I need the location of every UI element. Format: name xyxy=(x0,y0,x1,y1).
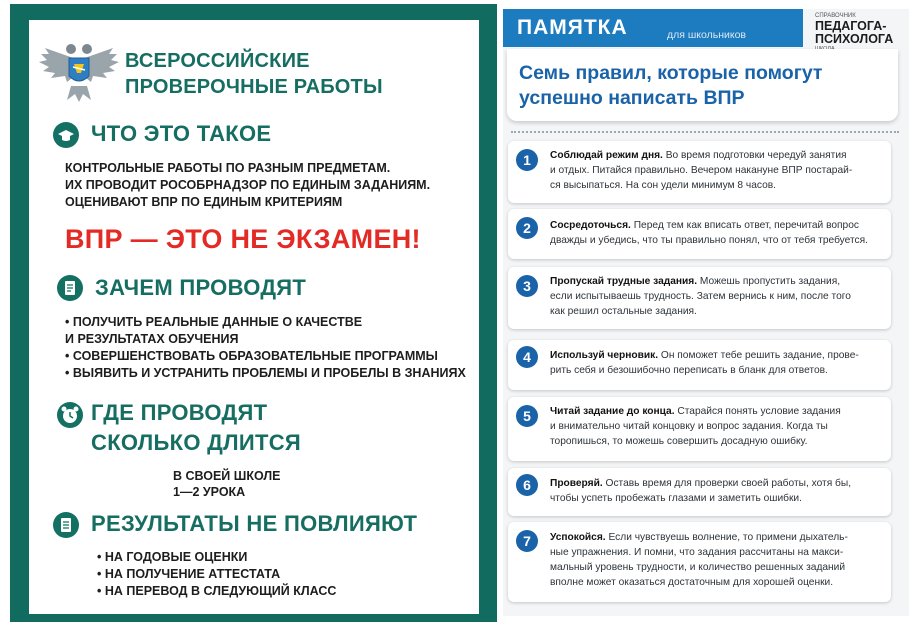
rule-card xyxy=(508,209,891,259)
rosobrnadzor-emblem-icon xyxy=(37,40,121,104)
what-line: ОЦЕНИВАЮТ ВПР ПО ЕДИНЫМ КРИТЕРИЯМ xyxy=(65,195,343,209)
rule-number: 5 xyxy=(516,405,538,427)
memo-title-line: Семь правил, которые помогут xyxy=(519,62,823,84)
not-exam-warning: ВПР — ЭТО НЕ ЭКЗАМЕН! xyxy=(65,224,421,254)
memo-header-word: ПАМЯТКА xyxy=(517,16,628,39)
checklist-icon xyxy=(53,512,79,538)
what-line: ИХ ПРОВОДИТ РОСОБРНАДЗОР ПО ЕДИНЫМ ЗАДАНИЯМ. xyxy=(65,178,431,192)
why-bullet: И РЕЗУЛЬТАТАХ ОБУЧЕНИЯ xyxy=(65,332,239,346)
rule-number: 1 xyxy=(516,149,538,171)
rule-card xyxy=(508,141,891,203)
memo-header-subtitle: для школьников xyxy=(667,29,746,41)
rule-text: Сосредоточься. Перед тем как вписать ответ, перечитай вопрос дважды и убедись, что ты правильно понял, что от тебя требуется. xyxy=(550,220,868,246)
brand-line-2: ПРОВЕРОЧНЫЕ РАБОТЫ xyxy=(125,76,383,98)
rule-heading: Соблюдай режим дня. xyxy=(550,150,663,161)
where-title: ГДЕ ПРОВОДЯТ xyxy=(91,400,268,425)
rule-card xyxy=(508,397,891,461)
logo-line-1: ПЕДАГОГА- xyxy=(815,19,887,33)
rule-card xyxy=(508,340,891,390)
memo-title-box xyxy=(507,49,898,121)
duration-title: СКОЛЬКО ДЛИТСЯ xyxy=(91,430,302,455)
dotted-divider xyxy=(511,131,899,133)
journal-logo xyxy=(815,13,905,52)
rule-heading: Сосредоточься. xyxy=(550,220,631,231)
rule-number: 3 xyxy=(516,275,538,297)
rule-heading: Используй черновик. xyxy=(550,350,659,361)
rule-heading: Пропускай трудные задания. xyxy=(550,276,698,287)
rule-card xyxy=(508,522,891,602)
rule-text: Читай задание до конца. Старайся понять условие задания и внимательно читай концовку и вопрос задания. Когда ты торопишься, то можешь совершить досадную ошибку. xyxy=(550,406,841,447)
rule-number: 7 xyxy=(516,530,538,552)
what-line: КОНТРОЛЬНЫЕ РАБОТЫ ПО РАЗНЫМ ПРЕДМЕТАМ. xyxy=(65,161,391,175)
results-bullet: • НА ПЕРЕВОД В СЛЕДУЮЩИЙ КЛАСС xyxy=(97,584,337,598)
logo-line-2: ПСИХОЛОГА xyxy=(815,32,894,46)
logo-caption: СПРАВОЧНИК xyxy=(815,13,856,19)
rule-number: 6 xyxy=(516,474,538,496)
rule-heading: Успокойся. xyxy=(550,532,606,543)
memo-title-line: успешно написать ВПР xyxy=(519,87,745,109)
where-value: В СВОЕЙ ШКОЛЕ xyxy=(173,469,281,483)
document-icon xyxy=(57,275,83,301)
rule-heading: Проверяй. xyxy=(550,478,603,489)
results-bullet: • НА ГОДОВЫЕ ОЦЕНКИ xyxy=(97,550,248,564)
what-description xyxy=(65,160,430,211)
brand-line-1: ВСЕРОССИЙСКИЕ xyxy=(125,50,310,72)
rule-text: Проверяй. Оставь время для проверки своей работы, хотя бы, чтобы успеть пробежать глазами и заметить ошибки. xyxy=(550,478,852,504)
vpr-poster xyxy=(10,4,497,622)
results-bullet: • НА ПОЛУЧЕНИЕ АТТЕСТАТА xyxy=(97,567,281,581)
poster-content xyxy=(29,20,479,614)
why-title: ЗАЧЕМ ПРОВОДЯТ xyxy=(95,275,307,300)
rule-text: Используй черновик. Он поможет тебе решить задание, прове- рить себя и безошибочно переписать в бланк для ответов. xyxy=(550,350,859,376)
what-title: ЧТО ЭТО ТАКОЕ xyxy=(91,121,272,146)
rule-text: Соблюдай режим дня. Во время подготовки чередуй занятия и отдых. Питайся правильно. Вечером накануне ВПР постарай- ся высыпаться. На сон удели минимум 8 часов. xyxy=(550,150,853,191)
rule-text: Успокойся. Если чувствуешь волнение, то примени дыхатель- ные упражнения. И помни, что задания рассчитаны на макси- мальный уровень трудности, и количество решенных заданий вполне может оказаться достаточным для хорошей оценки. xyxy=(550,532,848,588)
why-bullet: • ВЫЯВИТЬ И УСТРАНИТЬ ПРОБЛЕМЫ И ПРОБЕЛЫ В ЗНАНИЯХ xyxy=(65,366,466,380)
memo-header-bar xyxy=(503,9,803,47)
alarm-clock-icon xyxy=(57,402,83,428)
why-bullet: • СОВЕРШЕНСТВОВАТЬ ОБРАЗОВАТЕЛЬНЫЕ ПРОГРАММЫ xyxy=(65,349,438,363)
why-bullet: • ПОЛУЧИТЬ РЕАЛЬНЫЕ ДАННЫЕ О КАЧЕСТВЕ xyxy=(65,315,363,329)
graduation-cap-icon xyxy=(53,122,79,148)
rule-text: Пропускай трудные задания. Можешь пропустить задания, если испытываешь трудность. Затем вернись к ним, после того как решил остальные задания. xyxy=(550,276,851,317)
results-title: РЕЗУЛЬТАТЫ НЕ ПОВЛИЯЮТ xyxy=(91,511,418,536)
poster-brand xyxy=(125,48,383,100)
rule-number: 2 xyxy=(516,217,538,239)
memo-title xyxy=(519,61,822,111)
memo-panel xyxy=(503,9,909,616)
rule-number: 4 xyxy=(516,346,538,368)
rule-heading: Читай задание до конца. xyxy=(550,406,675,417)
rule-card xyxy=(508,468,891,516)
rule-card xyxy=(508,267,891,329)
duration-value: 1—2 УРОКА xyxy=(173,485,246,499)
